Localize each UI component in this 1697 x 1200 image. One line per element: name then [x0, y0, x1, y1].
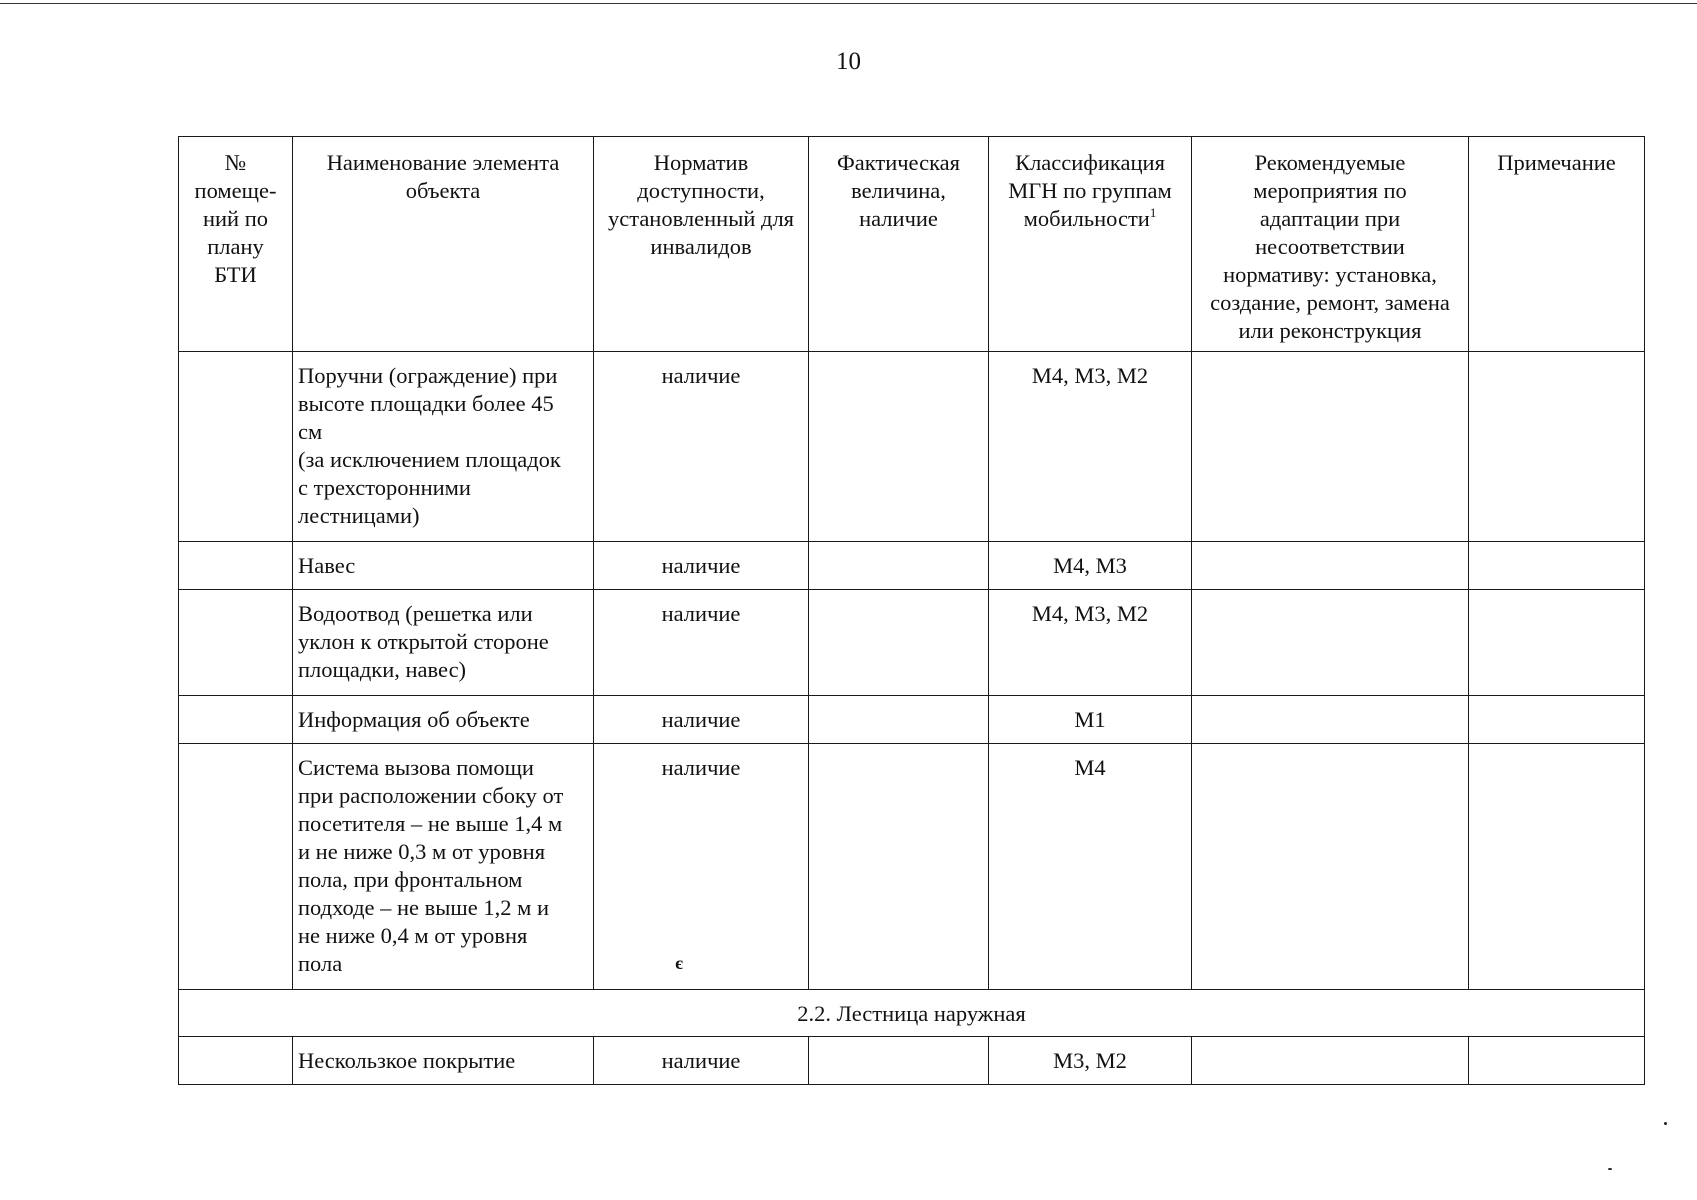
cell-line: подходе – не выше 1,2 м и — [298, 895, 550, 920]
cell-note — [1469, 1037, 1645, 1085]
cell-element-name — [293, 590, 594, 696]
cell-line: Система вызова помощи — [298, 755, 534, 780]
header-line-text: мобильности — [1023, 206, 1150, 231]
header-line: Классификация — [1015, 150, 1165, 175]
header-actual-value — [809, 137, 989, 352]
header-line: доступности, — [637, 178, 765, 203]
cell-element-name — [293, 696, 594, 744]
header-classification — [989, 137, 1192, 352]
table-row — [179, 590, 1645, 696]
cell-line: Водоотвод (решетка или — [298, 601, 533, 626]
header-line: установленный для — [607, 206, 795, 231]
scan-top-edge-line — [0, 3, 1697, 4]
cell-recommended-measures — [1192, 696, 1469, 744]
cell-classification: М4, М3 — [989, 542, 1192, 590]
cell-actual-value — [809, 542, 989, 590]
cell-norm: наличие — [594, 696, 809, 744]
header-line: ний по — [202, 206, 269, 231]
cell-norm: наличие — [594, 542, 809, 590]
cell-line: Информация об объекте — [298, 707, 530, 732]
header-line: Рекомендуемые — [1254, 150, 1406, 175]
cell-line: Поручни (ограждение) при — [298, 363, 558, 388]
cell-classification: М4 — [989, 744, 1192, 990]
header-line: или реконструкция — [1238, 318, 1422, 343]
cell-line: Нескользкое покрытие — [298, 1048, 516, 1073]
table-row — [179, 696, 1645, 744]
accessibility-table-container — [178, 136, 1644, 1085]
header-line: несоответствии — [1255, 234, 1405, 259]
header-element-name — [293, 137, 594, 352]
cell-recommended-measures — [1192, 590, 1469, 696]
cell-note — [1469, 744, 1645, 990]
cell-room-number — [179, 542, 293, 590]
cell-actual-value — [809, 1037, 989, 1085]
header-line: создание, ремонт, замена — [1210, 290, 1450, 315]
table-row — [179, 1037, 1645, 1085]
page-number: 10 — [836, 48, 861, 75]
header-line: Норматив — [653, 150, 749, 175]
header-norm — [594, 137, 809, 352]
header-note — [1469, 137, 1645, 352]
header-line: объекта — [405, 178, 481, 203]
cell-line: при расположении сбоку от — [298, 783, 564, 808]
cell-line: посетителя – не выше 1,4 м — [298, 811, 563, 836]
cell-room-number — [179, 352, 293, 542]
table-row — [179, 352, 1645, 542]
cell-element-name — [293, 352, 594, 542]
cell-room-number — [179, 590, 293, 696]
header-line: № — [224, 150, 247, 175]
cell-element-name — [293, 744, 594, 990]
cell-note — [1469, 352, 1645, 542]
section-title: 2.2. Лестница наружная — [179, 990, 1645, 1037]
table-header-row — [179, 137, 1645, 352]
cell-norm: наличие — [594, 352, 809, 542]
cell-note — [1469, 590, 1645, 696]
header-line: величина, — [851, 178, 946, 203]
cell-actual-value — [809, 744, 989, 990]
cell-line: см — [298, 419, 323, 444]
header-room-number — [179, 137, 293, 352]
cell-norm — [594, 744, 809, 990]
header-line: помеще- — [194, 178, 277, 203]
cell-line: лестницами) — [298, 503, 420, 528]
cell-classification: М1 — [989, 696, 1192, 744]
cell-line: уклон к открытой стороне — [298, 629, 549, 654]
cell-line: не ниже 0,4 м от уровня — [298, 923, 528, 948]
cell-recommended-measures — [1192, 744, 1469, 990]
cell-classification: М3, М2 — [989, 1037, 1192, 1085]
cell-actual-value — [809, 696, 989, 744]
header-line: Примечание — [1497, 150, 1616, 175]
cell-line: высоте площадки более 45 — [298, 391, 554, 416]
cell-classification: М4, М3, М2 — [989, 352, 1192, 542]
table-row — [179, 744, 1645, 990]
cell-note — [1469, 696, 1645, 744]
header-line: Наименование элемента — [326, 150, 560, 175]
cell-norm: наличие — [594, 1037, 809, 1085]
scan-speck — [1664, 1122, 1667, 1125]
cell-line: площадки, навес) — [298, 657, 467, 682]
accessibility-table — [178, 136, 1645, 1085]
cell-line: пола — [298, 951, 343, 976]
section-heading-row — [179, 990, 1645, 1037]
cell-note — [1469, 542, 1645, 590]
footnote-mark: 1 — [1149, 205, 1157, 220]
cell-classification: М4, М3, М2 — [989, 590, 1192, 696]
header-line — [992, 205, 1188, 233]
cell-recommended-measures — [1192, 1037, 1469, 1085]
cell-room-number — [179, 696, 293, 744]
header-line: нормативу: установка, — [1223, 262, 1437, 287]
scan-speck — [1608, 1168, 1612, 1170]
header-line: инвалидов — [650, 234, 752, 259]
stray-scan-mark: є — [675, 953, 683, 973]
cell-element-name — [293, 542, 594, 590]
cell-room-number — [179, 744, 293, 990]
header-line: наличие — [859, 206, 938, 231]
table-row — [179, 542, 1645, 590]
cell-norm: наличие — [594, 590, 809, 696]
header-line: Фактическая — [836, 150, 961, 175]
header-line: БТИ — [214, 262, 257, 287]
cell-recommended-measures — [1192, 542, 1469, 590]
cell-room-number — [179, 1037, 293, 1085]
cell-element-name — [293, 1037, 594, 1085]
header-line: адаптации при — [1259, 206, 1401, 231]
header-recommended-measures — [1192, 137, 1469, 352]
header-line: мероприятия по — [1253, 178, 1407, 203]
cell-actual-value — [809, 352, 989, 542]
cell-line: (за исключением площадок — [298, 447, 561, 472]
cell-norm-text: наличие — [661, 755, 741, 780]
cell-line: с трехсторонними — [298, 475, 471, 500]
cell-line: пола, при фронтальном — [298, 867, 523, 892]
cell-recommended-measures — [1192, 352, 1469, 542]
cell-line: Навес — [298, 553, 356, 578]
cell-line: и не ниже 0,3 м от уровня — [298, 839, 546, 864]
header-line: МГН по группам — [1008, 178, 1172, 203]
header-line: плану — [207, 234, 264, 259]
cell-actual-value — [809, 590, 989, 696]
